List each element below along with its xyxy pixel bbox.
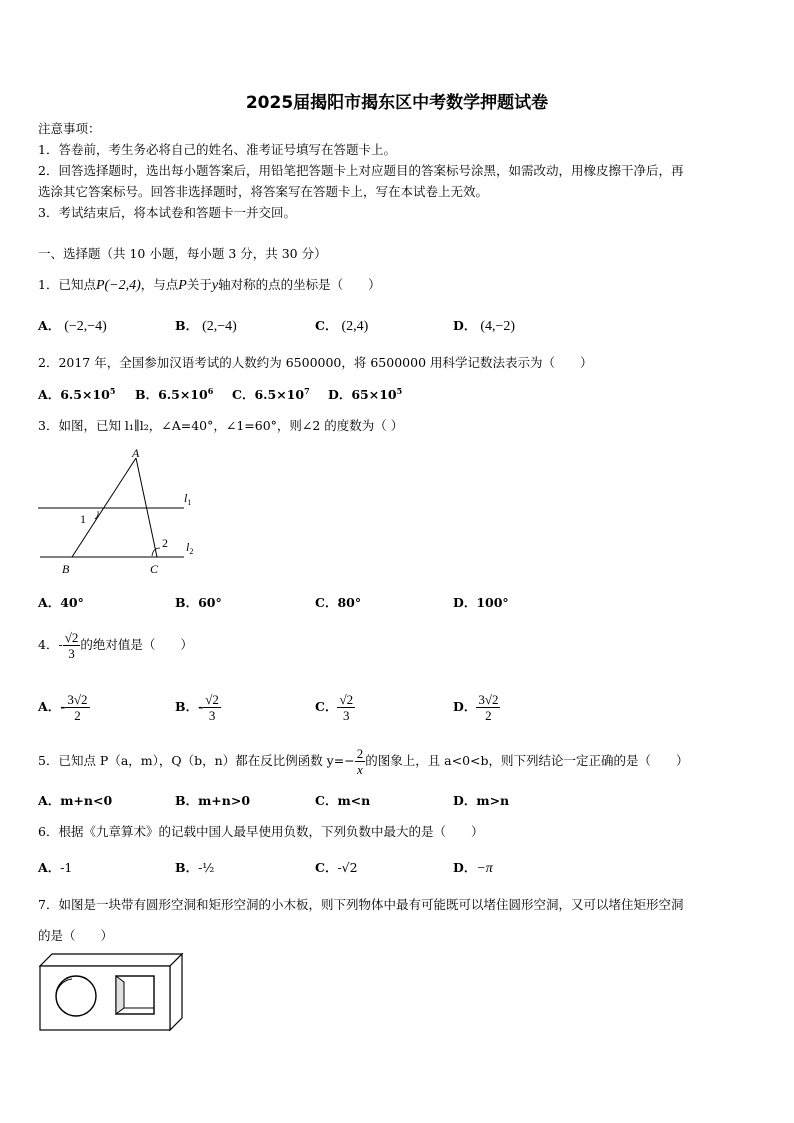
label-l1: $l_1$ [184,491,192,507]
section-heading: 一、选择题（共 10 小题，每小题 3 分，共 30 分） [38,246,327,261]
notice-item: 3．考试结束后，将本试卷和答题卡一并交回。 [38,205,296,220]
q4-option-a[interactable]: A．- $\frac{3√2}{2}$ [38,692,88,723]
question-7-line-2: 的是（ ） [38,928,114,943]
rectangular-hole-inner-wall [116,976,124,1014]
q7-wooden-board-figure [38,952,188,1034]
q4-option-c[interactable]: C． $\frac{√2}{3}$ [315,692,354,723]
q5-option-a[interactable]: A．m+n<0 [38,793,113,808]
q2-option-d[interactable]: D．$65\times 10^5$ [328,385,403,402]
question-1: 1．已知点P(−2,4)，与点P关于y轴对称的点的坐标是（ ） [38,277,381,293]
question-4: 4．- $\frac{√2}{3}$ 的绝对值是（ ） [38,630,193,661]
q2-option-b[interactable]: B．$6.5\times 10^6$ [135,385,214,402]
q1-option-c[interactable]: C． (2,4) [315,318,369,334]
notice [38,118,683,223]
q2-option-a[interactable]: A．$6.5\times 10^5$ [38,385,116,402]
q6-option-a[interactable]: A．-1 [38,860,73,875]
question-5: 5．已知点 P（a，m），Q（b，n）都在反比例函数 y=− $\frac{2}{x}$ 的图象上，且 a<0<b，则下列结论一定正确的是（ ） [38,746,689,777]
question-2: 2．2017 年，全国参加汉语考试的人数约为 6500000，将 6500000 用科学记数法表示为（ ） [38,355,593,370]
label-a: A [132,446,140,460]
question-7-line-1: 7．如图是一块带有圆形空洞和矩形空洞的小木板，则下列物体中最有可能既可以堵住圆形空洞，又可以堵住矩形空洞 [38,897,684,912]
label-l2: $l_2$ [186,540,194,556]
label-c: C [150,562,159,576]
q4-option-d[interactable]: D． $\frac{3√2}{2}$ [453,692,499,723]
q1-option-a[interactable]: A． (−2,−4) [38,318,107,334]
q6-option-d[interactable]: D．−π [453,860,493,876]
label-b: B [62,562,70,576]
fraction: $\frac{2}{x}$ [356,746,364,777]
board-side-face [170,954,182,1030]
fraction: $\frac{√2}{3}$ [64,630,79,661]
q6-option-c[interactable]: C．-√2 [315,860,358,875]
q2-option-c[interactable]: C．$6.5\times 10^7$ [232,385,310,402]
q4-option-b[interactable]: B．- $\frac{√2}{3}$ [175,692,219,723]
q3-option-a[interactable]: A．40° [38,595,84,610]
notice-item: 1．答卷前，考生务必将自己的姓名、准考证号填写在答题卡上。 [38,142,396,157]
label-angle-2: 2 [162,536,168,550]
notice-heading: 注意事项： [38,121,101,136]
question-3: 3．如图，已知 l₁∥l₂，∠A=40°，∠1=60°，则∠2 的度数为（ ） [38,418,404,433]
q3-option-d[interactable]: D．100° [453,595,509,610]
q5-option-c[interactable]: C．m<n [315,793,371,808]
q3-parallel-lines-figure [36,444,206,580]
page-title: 2025届揭阳市揭东区中考数学押题试卷 [245,93,549,113]
q5-option-d[interactable]: D．m>n [453,793,510,808]
label-angle-1: 1 [80,512,86,526]
q3-option-c[interactable]: C．80° [315,595,362,610]
notice-item: 选涂其它答案标号。回答非选择题时，将答案写在答题卡上，写在本试卷上无效。 [38,184,489,199]
q5-option-b[interactable]: B．m+n>0 [175,793,251,808]
q1-option-b[interactable]: B． (2,−4) [175,318,237,334]
q1-option-d[interactable]: D． (4,−2) [453,318,516,334]
notice-item: 2．回答选择题时，选出每小题答案后，用铅笔把答题卡上对应题目的答案标号涂黑，如需改动，用橡皮擦干净后，再 [38,163,684,178]
q6-option-b[interactable]: B．-½ [175,860,215,875]
point-p: P(−2,4) [95,278,141,293]
board-top-face [40,954,182,966]
question-6: 6．根据《九章算术》的记载中国人最早使用负数，下列负数中最大的是（ ） [38,824,484,839]
q3-option-b[interactable]: B．60° [175,595,222,610]
